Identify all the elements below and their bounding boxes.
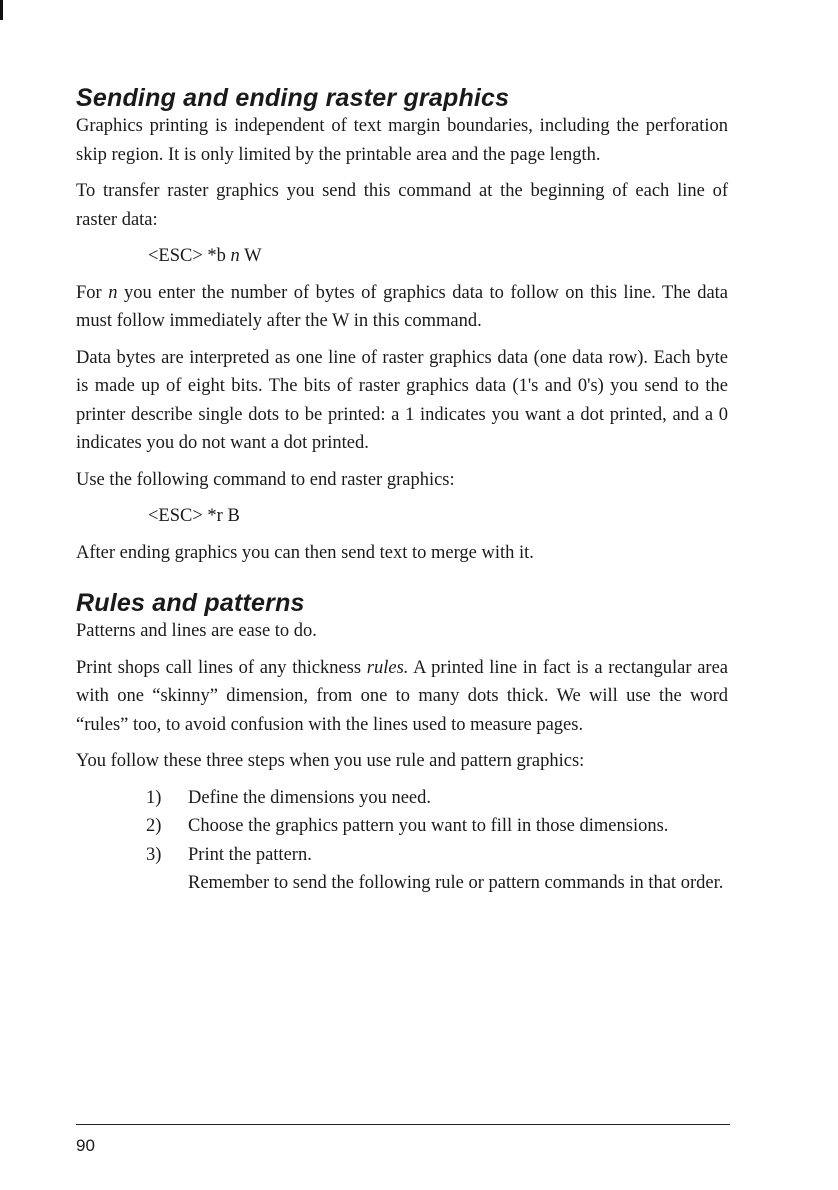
text-run: For	[76, 282, 109, 303]
step-item	[146, 841, 728, 898]
command-variable: n	[230, 246, 240, 266]
margin-mark	[0, 0, 3, 20]
page-number: 90	[76, 1136, 95, 1155]
paragraph	[76, 279, 728, 336]
step-number: 2)	[146, 816, 162, 836]
section-heading-raster: Sending and ending raster graphics	[76, 84, 510, 112]
page-content	[76, 84, 728, 898]
step-content	[188, 841, 728, 898]
section-heading-rules: Rules and patterns	[76, 589, 305, 617]
paragraph: You follow these three steps when you use rule and pattern graphics:	[76, 751, 585, 771]
emphasis-rules: rules.	[366, 657, 409, 678]
text-run: A printed line in fact is a rectangular area with one “skinny” dimension, from one to many dots thick. We will use the word “rules” too, to avoid confusion with the lines used to measure pages.	[76, 657, 728, 735]
command-text: W	[239, 246, 262, 266]
command-esc-r: <ESC> *r B	[148, 506, 240, 526]
step-number: 1)	[146, 787, 162, 808]
step-text: Choose the graphics pattern you want to fill in those dimensions.	[188, 816, 669, 836]
paragraph: To transfer raster graphics you send this command at the beginning of each line of raster data:	[76, 181, 728, 230]
step-number: 3)	[146, 844, 162, 865]
variable-n: n	[108, 282, 118, 303]
paragraph: Use the following command to end raster graphics:	[76, 469, 455, 490]
step-item	[146, 812, 728, 841]
paragraph	[76, 654, 728, 740]
steps-list	[146, 784, 728, 898]
paragraph: Graphics printing is independent of text margin boundaries, including the perforation skip region. It is only limited by the printable area and the page length.	[76, 116, 728, 165]
command-text: <ESC> *b	[148, 246, 231, 266]
command-esc-b	[148, 242, 728, 271]
footer-rule	[76, 1124, 730, 1125]
step-note: Remember to send the following rule or pattern commands in that order.	[188, 873, 724, 893]
paragraph: Patterns and lines are ease to do.	[76, 621, 317, 641]
step-item	[146, 784, 728, 813]
paragraph: After ending graphics you can then send text to merge with it.	[76, 542, 534, 563]
text-run: you enter the number of bytes of graphics data to follow on this line. The data must follow immediately after the W in this command.	[76, 282, 729, 331]
step-text: Print the pattern.	[188, 844, 312, 865]
step-text: Define the dimensions you need.	[188, 787, 432, 808]
paragraph: Data bytes are interpreted as one line of raster graphics data (one data row). Each byte is made up of eight bits. The bits of raster graphics data (1's and 0's) you send to the printer describe single dots to be printed: a 1 indicates you want a dot printed, and a 0 indicates you do not want a dot printed.	[76, 347, 728, 453]
text-run: Print shops call lines of any thickness	[76, 657, 367, 678]
